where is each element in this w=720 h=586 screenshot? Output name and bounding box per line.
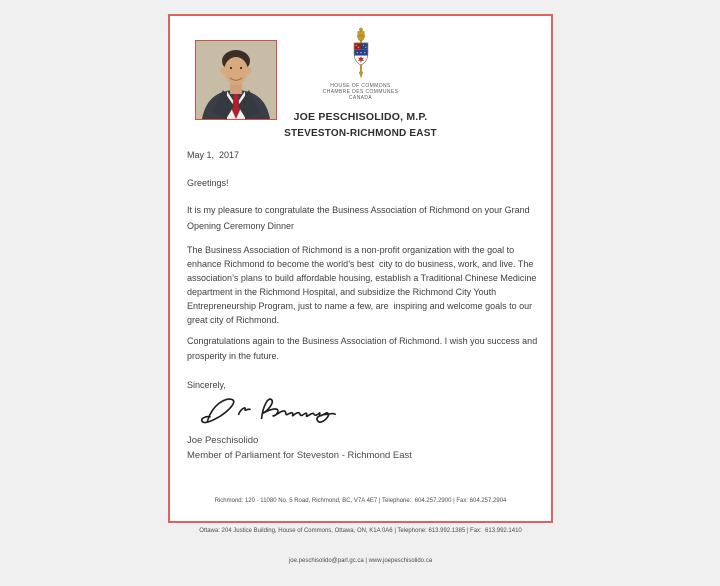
crest-caption-line-1: HOUSE OF COMMONS	[330, 83, 391, 89]
handwritten-signature	[187, 393, 547, 431]
crest-caption-line-3: CANADA	[348, 95, 373, 101]
letter-paragraph-3: Congratulations again to the Business Association of Richmond. I wish you success and prosperity in the future.	[187, 336, 540, 361]
letter-footer	[170, 476, 551, 586]
letter-closing: Sincerely,	[187, 380, 226, 390]
crest-caption-line-2: CHAMBRE DES COMMUNES	[322, 89, 399, 95]
letter-body	[187, 149, 547, 464]
signer-title: Member of Parliament for Steveston - Richmond East	[187, 450, 412, 461]
letter-paragraph-1: It is my pleasure to congratulate the Business Association of Richmond on your Grand Opening Ceremony Dinner	[187, 205, 533, 231]
house-of-commons-crest-icon	[342, 26, 380, 80]
letter-salutation: Greetings!	[187, 178, 229, 188]
footer-email-website: joe.peschisolido@parl.gc.ca | www.joepeschisolido.ca	[288, 558, 433, 564]
mp-riding-heading: STEVESTON-RICHMOND EAST	[284, 128, 437, 139]
mp-name-heading: JOE PESCHISOLIDO, M.P.	[293, 111, 428, 123]
signature-strokes	[187, 393, 377, 429]
letterhead-crest-block	[170, 26, 551, 101]
footer-ottawa-office: Ottawa: 204 Justice Building, House of Commons, Ottawa, ON, K1A 0A6 | Telephone: 613.992.1385 | Fax: 613.992.1410	[199, 528, 522, 534]
signer-name: Joe Peschisolido	[187, 435, 259, 446]
letter-page	[168, 14, 553, 564]
footer-richmond-office: Richmond: 120 - 11080 No. 5 Road, Richmond, BC, V7A 4E7 | Telephone: 604.257.2900 | Fax: 604.257.2904	[214, 498, 507, 504]
letter-date: May 1, 2017	[187, 150, 240, 160]
letter-paragraph-2: The Business Association of Richmond is a non-profit organization with the goal to enhance Richmond to become the world’s best city to do business, work, and live. The association’s plans to build affordable housing, establish a Traditional Chinese Medicine department in the Richmond Hospital, and subsidize the Richmond City Youth Entrepreneurship Program, just to name a few, are inspiring and welcome goals to our great city of Richmond.	[187, 245, 539, 325]
